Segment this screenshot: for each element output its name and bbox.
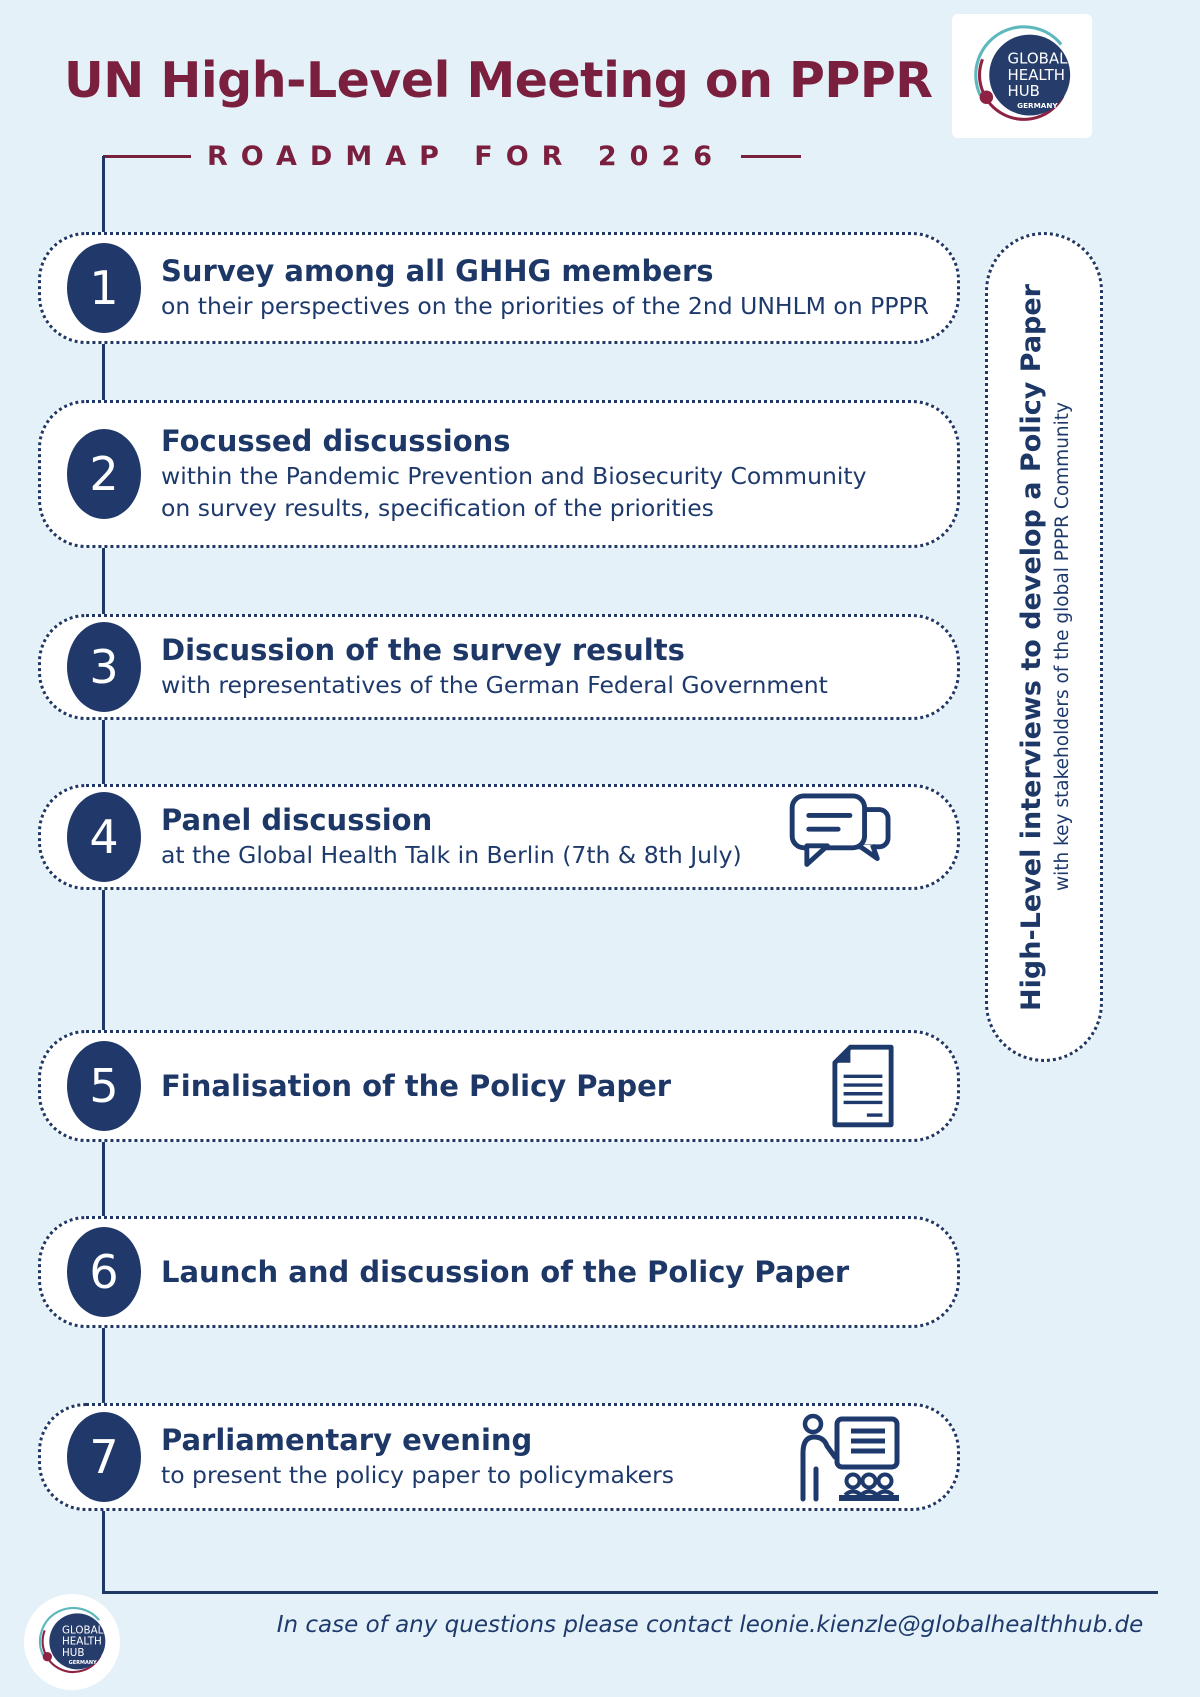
step-description: with representatives of the German Federal Government — [161, 671, 828, 700]
sidebar-interviews-pill — [985, 232, 1103, 1062]
step-7-box — [38, 1403, 960, 1511]
step-title: Survey among all GHHG members — [161, 254, 714, 289]
step-description: to present the policy paper to policymakers — [161, 1461, 675, 1490]
global-health-hub-logo — [952, 14, 1092, 138]
step-7-number-badge — [67, 1412, 141, 1502]
sidebar-subtitle: with key stakeholders of the global PPPR Community — [1051, 402, 1073, 892]
svg-text:HUB: HUB — [1007, 82, 1040, 101]
step-description: at the Global Health Talk in Berlin (7th & 8th July) — [161, 841, 742, 870]
svg-text:HUB: HUB — [62, 1647, 85, 1659]
step-title: Discussion of the survey results — [161, 633, 685, 668]
step-number: 7 — [89, 1430, 119, 1484]
step-1-box — [38, 232, 960, 344]
svg-text:GLOBAL: GLOBAL — [1007, 49, 1068, 68]
step-4-number-badge — [67, 792, 141, 882]
step-2-number-badge — [67, 429, 141, 519]
svg-text:GERMANY: GERMANY — [68, 1660, 97, 1666]
step-title: Parliamentary evening — [161, 1423, 533, 1458]
step-description: within the Pandemic Prevention and Biosecurity Community on survey results, specification of the priorities — [161, 462, 867, 523]
timeline-horizontal-line — [102, 1591, 1158, 1594]
page-title: UN High-Level Meeting on PPPR — [64, 52, 933, 109]
step-number: 3 — [89, 640, 119, 694]
step-6-box — [38, 1216, 960, 1328]
step-number: 6 — [89, 1245, 119, 1299]
document-icon — [831, 1043, 895, 1129]
step-number: 2 — [89, 447, 119, 501]
global-health-hub-logo-small-icon — [32, 1605, 112, 1679]
global-health-hub-logo-icon — [964, 23, 1080, 129]
step-title: Launch and discussion of the Policy Paper — [161, 1254, 850, 1289]
svg-text:HEALTH: HEALTH — [1007, 65, 1065, 84]
step-number: 4 — [89, 810, 119, 864]
step-number: 5 — [89, 1059, 119, 1113]
sidebar-title: High-Level interviews to develop a Policy Paper — [1015, 283, 1047, 1011]
step-title: Panel discussion — [161, 803, 433, 838]
step-title: Focussed discussions — [161, 424, 511, 459]
step-2-box — [38, 400, 960, 548]
subtitle-right-line — [741, 155, 801, 158]
step-5-box — [38, 1030, 960, 1142]
step-4-box — [38, 784, 960, 890]
subtitle-text: ROADMAP FOR 2026 — [207, 141, 726, 172]
chat-bubbles-icon — [785, 792, 905, 882]
step-6-number-badge — [67, 1227, 141, 1317]
step-3-number-badge — [67, 622, 141, 712]
step-number: 1 — [89, 261, 119, 315]
global-health-hub-logo-small — [24, 1594, 120, 1690]
step-title: Finalisation of the Policy Paper — [161, 1068, 672, 1103]
roadmap-subtitle — [103, 141, 801, 172]
presentation-icon — [793, 1411, 905, 1503]
svg-text:GLOBAL: GLOBAL — [62, 1624, 104, 1637]
step-5-number-badge — [67, 1041, 141, 1131]
svg-text:GERMANY: GERMANY — [1017, 100, 1058, 110]
subtitle-left-line — [103, 155, 191, 158]
contact-note: In case of any questions please contact leonie.kienzle@globalhealthhub.de — [276, 1612, 1144, 1638]
step-3-box — [38, 614, 960, 720]
step-description: on their perspectives on the priorities of the 2nd UNHLM on PPPR — [161, 292, 929, 321]
svg-text:HEALTH: HEALTH — [62, 1635, 102, 1648]
step-1-number-badge — [67, 243, 141, 333]
